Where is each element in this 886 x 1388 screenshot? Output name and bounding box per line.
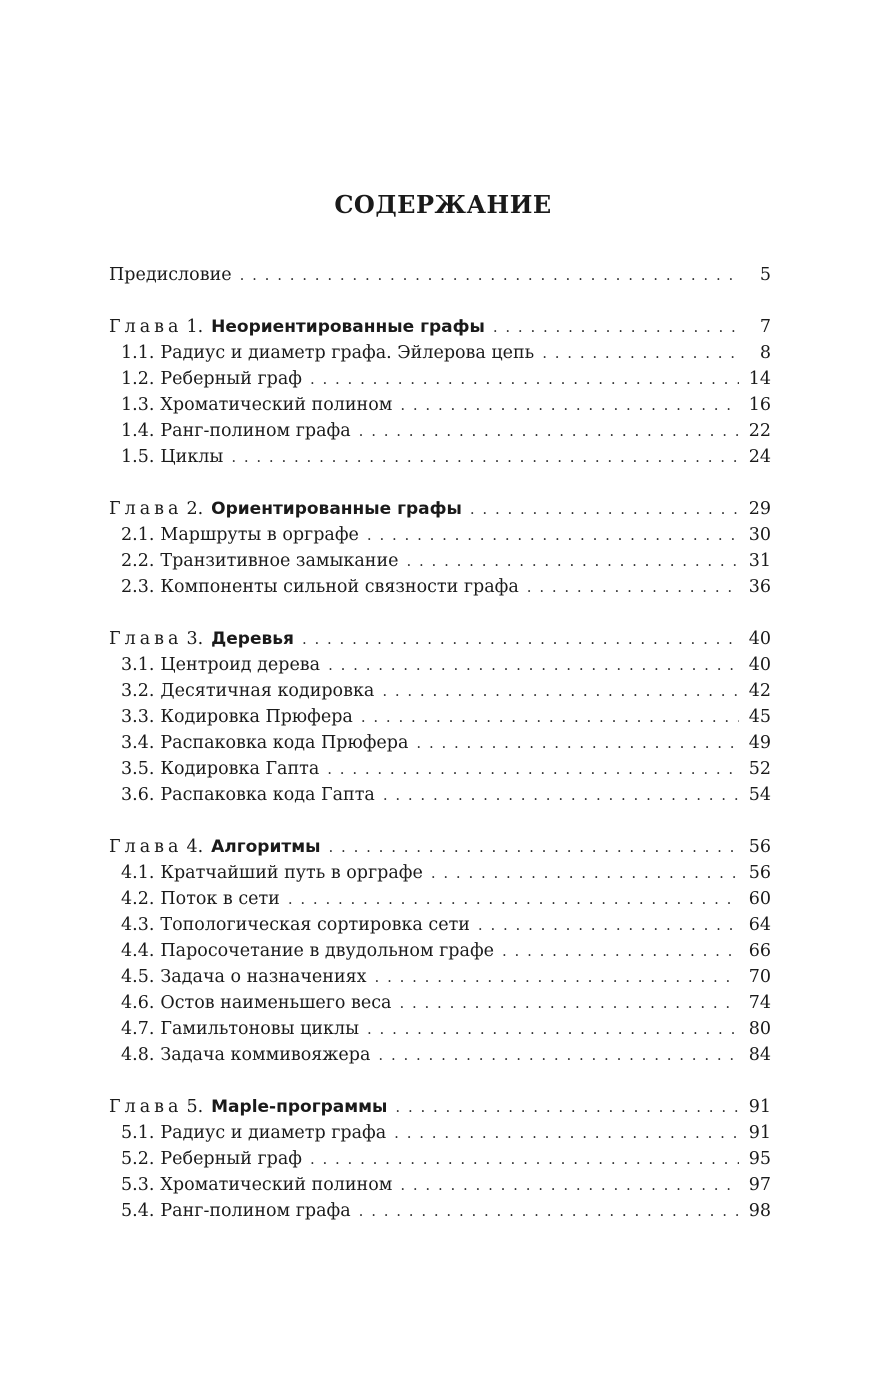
page-number: 95: [748, 1149, 771, 1169]
dot-leader: [310, 1146, 739, 1172]
section-number: 3.2.: [121, 681, 155, 701]
dot-leader: [378, 1042, 739, 1068]
section-number: 5.2.: [121, 1149, 155, 1169]
page-number: 24: [748, 447, 771, 467]
section-number: 4.1.: [121, 863, 155, 883]
dot-leader: [383, 782, 739, 808]
page-number: 56: [748, 837, 771, 857]
section-title: Распаковка кода Гапта: [160, 785, 375, 805]
toc-entry-section[interactable]: [109, 990, 771, 1016]
toc-entry-section[interactable]: [109, 964, 771, 990]
dot-leader: [470, 496, 739, 522]
dot-leader: [542, 340, 739, 366]
page-number: 14: [748, 369, 771, 389]
toc-entry-section[interactable]: [109, 418, 771, 444]
section-number: 4.4.: [121, 941, 155, 961]
page-number: 80: [748, 1019, 771, 1039]
toc-entry-section[interactable]: [109, 1172, 771, 1198]
toc-entry-section[interactable]: [109, 1042, 771, 1068]
section-title: Остов наименьшего веса: [160, 993, 392, 1013]
section-title: Гамильтоновы циклы: [160, 1019, 360, 1039]
toc-entry-section[interactable]: [109, 886, 771, 912]
toc-entry-section[interactable]: [109, 444, 771, 470]
section-number: 5.1.: [121, 1123, 155, 1143]
toc-entry-chapter[interactable]: [109, 496, 771, 522]
chapter-title: Maple-программы: [211, 1097, 388, 1117]
toc-entry-section[interactable]: [109, 730, 771, 756]
section-title: Поток в сети: [160, 889, 280, 909]
toc-entry-preface[interactable]: [109, 262, 771, 288]
dot-leader: [240, 262, 739, 288]
toc-entry-chapter[interactable]: [109, 314, 771, 340]
section-title: Маршруты в орграфе: [160, 525, 359, 545]
section-number: 3.1.: [121, 655, 155, 675]
page-number: 98: [748, 1201, 771, 1221]
toc-entry-section[interactable]: [109, 938, 771, 964]
chapter-number: 4.: [186, 837, 204, 857]
toc-entry-section[interactable]: [109, 912, 771, 938]
section-number: 4.5.: [121, 967, 155, 987]
dot-leader: [416, 730, 739, 756]
toc-entry-section[interactable]: [109, 782, 771, 808]
section-title: Кодировка Гапта: [160, 759, 320, 779]
toc-entry-section[interactable]: [109, 392, 771, 418]
table-of-contents: [109, 262, 771, 1224]
section-title: Кратчайший путь в орграфе: [160, 863, 423, 883]
section-number: 4.8.: [121, 1045, 155, 1065]
toc-entry-section[interactable]: [109, 652, 771, 678]
section-title: Транзитивное замыкание: [160, 551, 399, 571]
chapter-number: 5.: [186, 1097, 204, 1117]
section-title: Центроид дерева: [160, 655, 321, 675]
dot-leader: [328, 652, 739, 678]
section-title: Ранг-полином графа: [160, 421, 351, 441]
section-number: 2.2.: [121, 551, 155, 571]
section-title: Десятичная кодировка: [160, 681, 375, 701]
section-title: Ранг-полином графа: [160, 1201, 351, 1221]
dot-leader: [382, 678, 739, 704]
page-number: 66: [748, 941, 771, 961]
section-title: Паросочетание в двудольном графе: [160, 941, 494, 961]
section-title: Распаковка кода Прюфера: [160, 733, 409, 753]
page-number: 16: [748, 395, 771, 415]
dot-leader: [367, 522, 739, 548]
toc-entry-section[interactable]: [109, 574, 771, 600]
toc-entry-section[interactable]: [109, 340, 771, 366]
section-title: Хроматический полином: [160, 1175, 393, 1195]
dot-leader: [359, 1198, 739, 1224]
toc-entry-chapter[interactable]: [109, 834, 771, 860]
page-number: 49: [748, 733, 771, 753]
page-number: 52: [748, 759, 771, 779]
section-title: Радиус и диаметр графа: [160, 1123, 387, 1143]
entry-label: Предисловие: [109, 265, 232, 285]
dot-leader: [394, 1120, 739, 1146]
page-number: 8: [759, 343, 771, 363]
chapters-list: [109, 314, 771, 1224]
section-title: Задача о назначениях: [160, 967, 367, 987]
dot-leader: [400, 392, 739, 418]
page-number: 60: [748, 889, 771, 909]
dot-leader: [361, 704, 739, 730]
page-number: 70: [748, 967, 771, 987]
section-number: 5.4.: [121, 1201, 155, 1221]
toc-entry-section[interactable]: [109, 678, 771, 704]
section-title: Реберный граф: [160, 369, 302, 389]
dot-leader: [478, 912, 739, 938]
page-number: 74: [748, 993, 771, 1013]
chapter-word: Глава: [109, 499, 183, 519]
chapter-title: Ориентированные графы: [211, 499, 462, 519]
dot-leader: [395, 1094, 739, 1120]
section-number: 1.2.: [121, 369, 155, 389]
section-number: 1.5.: [121, 447, 155, 467]
chapter-title: Неориентированные графы: [211, 317, 485, 337]
section-number: 4.7.: [121, 1019, 155, 1039]
section-number: 2.3.: [121, 577, 155, 597]
page-number: 84: [748, 1045, 771, 1065]
page-number: 97: [748, 1175, 771, 1195]
toc-entry-section[interactable]: [109, 522, 771, 548]
dot-leader: [399, 990, 739, 1016]
section-number: 1.3.: [121, 395, 155, 415]
section-number: 3.3.: [121, 707, 155, 727]
dot-leader: [367, 1016, 739, 1042]
page-number: 64: [748, 915, 771, 935]
toc-entry-section[interactable]: [109, 704, 771, 730]
page-number: 42: [748, 681, 771, 701]
dot-leader: [406, 548, 739, 574]
section-title: Хроматический полином: [160, 395, 393, 415]
toc-entry-section[interactable]: [109, 366, 771, 392]
dot-leader: [375, 964, 739, 990]
dot-leader: [493, 314, 739, 340]
page-number: 56: [748, 863, 771, 883]
page-number: 40: [748, 629, 771, 649]
section-title: Компоненты сильной связности графа: [160, 577, 519, 597]
chapter-word: Глава: [109, 629, 183, 649]
page-number: 29: [748, 499, 771, 519]
page-number: 31: [748, 551, 771, 571]
section-number: 2.1.: [121, 525, 155, 545]
section-number: 4.6.: [121, 993, 155, 1013]
toc-entry-section[interactable]: [109, 548, 771, 574]
dot-leader: [302, 626, 739, 652]
chapter-title: Деревья: [211, 629, 294, 649]
chapter-word: Глава: [109, 317, 183, 337]
dot-leader: [359, 418, 739, 444]
chapter-number: 2.: [186, 499, 204, 519]
chapter-word: Глава: [109, 1097, 183, 1117]
section-number: 3.4.: [121, 733, 155, 753]
page-number: 22: [748, 421, 771, 441]
section-number: 4.3.: [121, 915, 155, 935]
page-number: 7: [759, 317, 771, 337]
page-number: 54: [748, 785, 771, 805]
toc-entry-section[interactable]: [109, 1198, 771, 1224]
section-number: 4.2.: [121, 889, 155, 909]
toc-entry-section[interactable]: [109, 756, 771, 782]
chapter-word: Глава: [109, 837, 183, 857]
page-number: 45: [748, 707, 771, 727]
section-title: Циклы: [160, 447, 224, 467]
toc-entry-section[interactable]: [109, 1120, 771, 1146]
page-number: 5: [759, 265, 771, 285]
page-number: 91: [748, 1123, 771, 1143]
page-number: 91: [748, 1097, 771, 1117]
section-number: 5.3.: [121, 1175, 155, 1195]
page-number: 36: [748, 577, 771, 597]
chapter-number: 3.: [186, 629, 204, 649]
toc-entry-chapter[interactable]: [109, 626, 771, 652]
section-title: Радиус и диаметр графа. Эйлерова цепь: [160, 343, 535, 363]
dot-leader: [310, 366, 739, 392]
dot-leader: [231, 444, 739, 470]
dot-leader: [431, 860, 739, 886]
section-number: 3.5.: [121, 759, 155, 779]
page-number: 30: [748, 525, 771, 545]
dot-leader: [288, 886, 739, 912]
dot-leader: [527, 574, 739, 600]
section-number: 1.4.: [121, 421, 155, 441]
section-title: Кодировка Прюфера: [160, 707, 353, 727]
page-number: 40: [748, 655, 771, 675]
toc-entry-chapter[interactable]: [109, 1094, 771, 1120]
dot-leader: [329, 834, 739, 860]
chapter-title: Алгоритмы: [211, 837, 321, 857]
dot-leader: [502, 938, 739, 964]
dot-leader: [400, 1172, 739, 1198]
chapter-number: 1.: [186, 317, 204, 337]
section-title: Топологическая сортировка сети: [160, 915, 470, 935]
section-title: Реберный граф: [160, 1149, 302, 1169]
dot-leader: [327, 756, 739, 782]
section-number: 3.6.: [121, 785, 155, 805]
toc-entry-section[interactable]: [109, 1016, 771, 1042]
toc-entry-section[interactable]: [109, 860, 771, 886]
toc-entry-section[interactable]: [109, 1146, 771, 1172]
section-number: 1.1.: [121, 343, 155, 363]
page-title: СОДЕРЖАНИЕ: [334, 190, 552, 219]
section-title: Задача коммивояжера: [160, 1045, 371, 1065]
